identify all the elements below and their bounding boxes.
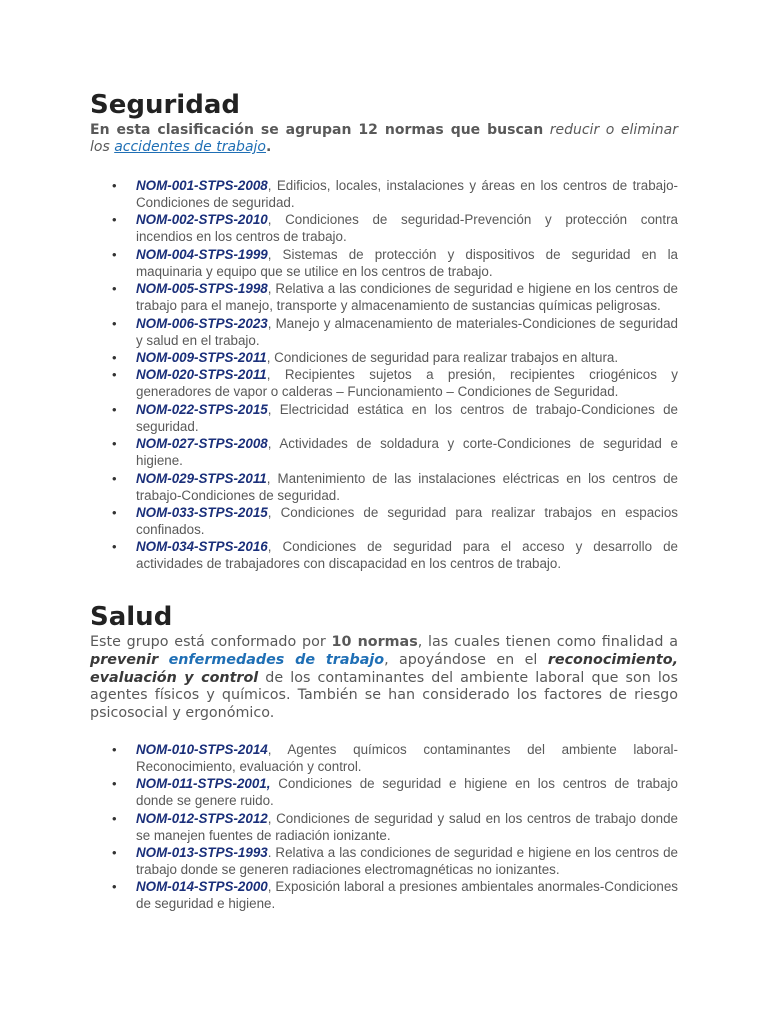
salud-intro: Este grupo está conformado por 10 normas, las cuales tienen como finalidad a prevenir enfermedades de trabajo, apoyándose en el reconocimiento, evaluación y control de los contaminantes del ambiente laboral que son los agentes físicos y químicos. También se han considerado los factores de riesgo psicosocial y ergonómico. xyxy=(90,634,679,722)
list-item xyxy=(90,538,678,572)
norm-description: , Condiciones de seguridad para el acceso y desarrollo de actividades de trabajadores con discapacidad en los centros de trabajo. xyxy=(136,539,678,572)
norm-description: , Mantenimiento de las instalaciones eléctricas en los centros de trabajo-Condiciones de seguridad. xyxy=(136,470,678,503)
bullet-icon: • xyxy=(112,315,117,331)
norm-code: NOM-033-STPS-2015 xyxy=(136,504,268,520)
list-item xyxy=(90,810,678,844)
bullet-icon: • xyxy=(112,741,117,757)
bullet-icon: • xyxy=(112,401,117,417)
norm-code: NOM-012-STPS-2012 xyxy=(136,810,268,826)
norm-code: NOM-002-STPS-2010 xyxy=(136,212,268,228)
bullet-icon: • xyxy=(112,212,117,228)
seguridad-list xyxy=(90,177,678,572)
norm-code: NOM-020-STPS-2011 xyxy=(136,367,267,383)
norm-code: NOM-013-STPS-1993 xyxy=(136,844,268,860)
norm-description: , Manejo y almacenamiento de materiales-Condiciones de seguridad y salud en el trabajo. xyxy=(136,315,678,348)
document-page xyxy=(90,88,678,913)
list-item xyxy=(90,741,678,775)
norm-code: NOM-034-STPS-2016 xyxy=(136,539,268,555)
norm-description: , Condiciones de seguridad-Prevención y protección contra incendios en los centros de trabajo. xyxy=(136,212,678,245)
bullet-icon: • xyxy=(112,776,117,792)
bullet-icon: • xyxy=(112,367,117,383)
norm-description: , Recipientes sujetos a presión, recipientes criogénicos y generadores de vapor o calderas – Funcionamiento – Condiciones de Seguridad. xyxy=(136,367,678,400)
list-item xyxy=(90,246,678,280)
norm-description: , Agentes químicos contaminantes del ambiente laboral-Reconocimiento, evaluación y control. xyxy=(136,741,678,774)
norm-description: , Exposición laboral a presiones ambientales anormales-Condiciones de seguridad e higiene. xyxy=(136,879,678,912)
list-item xyxy=(90,177,678,211)
bullet-icon: • xyxy=(112,879,117,895)
norm-description: , Edificios, locales, instalaciones y áreas en los centros de trabajo-Condiciones de seguridad. xyxy=(136,178,678,210)
list-item xyxy=(90,775,678,809)
bullet-icon: • xyxy=(112,178,117,193)
list-item xyxy=(90,504,678,538)
norm-description: Condiciones de seguridad e higiene en los centros de trabajo donde se genere ruido. xyxy=(136,776,678,809)
norm-code: NOM-029-STPS-2011 xyxy=(136,470,267,486)
bullet-icon: • xyxy=(112,504,117,520)
norm-description: , Sistemas de protección y dispositivos de seguridad en la maquinaria y equipo que se utilice en los centros de trabajo. xyxy=(136,246,678,279)
bullet-icon: • xyxy=(112,246,117,262)
list-item xyxy=(90,844,678,878)
bullet-icon: • xyxy=(112,810,117,826)
norm-code: NOM-022-STPS-2015 xyxy=(136,401,268,417)
list-item xyxy=(90,366,678,400)
norm-description: , Actividades de soldadura y corte-Condiciones de seguridad e higiene. xyxy=(136,436,678,469)
bullet-icon: • xyxy=(112,281,117,297)
norm-code: NOM-011-STPS-2001, xyxy=(136,776,271,792)
norm-description: , Electricidad estática en los centros de trabajo-Condiciones de seguridad. xyxy=(136,401,678,434)
norm-code: NOM-001-STPS-2008 xyxy=(136,178,268,193)
list-item xyxy=(90,878,678,912)
list-item xyxy=(90,470,678,504)
norm-code: NOM-005-STPS-1998 xyxy=(136,281,268,297)
seguridad-intro: En esta clasificación se agrupan 12 normas que buscan reducir o eliminar los accidentes de trabajo. xyxy=(90,122,678,155)
bullet-icon: • xyxy=(112,844,117,860)
norm-code: NOM-004-STPS-1999 xyxy=(136,246,268,262)
list-item xyxy=(90,435,678,469)
salud-title: Salud xyxy=(90,602,173,633)
bullet-icon: • xyxy=(112,349,117,365)
norm-description: , Condiciones de seguridad y salud en los centros de trabajo donde se manejen fuentes de radiación ionizante. xyxy=(136,810,678,843)
bullet-icon: • xyxy=(112,436,117,452)
salud-list xyxy=(90,741,678,913)
norm-description: , Condiciones de seguridad para realizar trabajos en espacios confinados. xyxy=(136,504,678,537)
bullet-icon: • xyxy=(112,470,117,486)
norm-code: NOM-006-STPS-2023 xyxy=(136,315,268,331)
list-item xyxy=(90,349,678,366)
list-item xyxy=(90,211,678,245)
bullet-icon: • xyxy=(112,539,117,555)
list-item xyxy=(90,315,678,349)
norm-description: . Relativa a las condiciones de seguridad e higiene en los centros de trabajo donde se generen radiaciones electromagnéticas no ionizantes. xyxy=(136,844,678,877)
norm-code: NOM-014-STPS-2000 xyxy=(136,879,268,895)
norm-code: NOM-009-STPS-2011 xyxy=(136,349,267,365)
norm-description: , Relativa a las condiciones de seguridad e higiene en los centros de trabajo para el manejo, transporte y almacenamiento de sustancias químicas peligrosas. xyxy=(136,281,678,314)
list-item xyxy=(90,401,678,435)
list-item xyxy=(90,280,678,314)
norm-code: NOM-027-STPS-2008 xyxy=(136,436,268,452)
norm-code: NOM-010-STPS-2014 xyxy=(136,741,268,757)
seguridad-title: Seguridad xyxy=(90,90,240,120)
norm-description: , Condiciones de seguridad para realizar trabajos en altura. xyxy=(266,349,619,365)
accidentes-de-trabajo-link[interactable]: accidentes de trabajo xyxy=(114,139,266,155)
enfermedades-de-trabajo-link[interactable]: enfermedades de trabajo xyxy=(168,652,385,668)
